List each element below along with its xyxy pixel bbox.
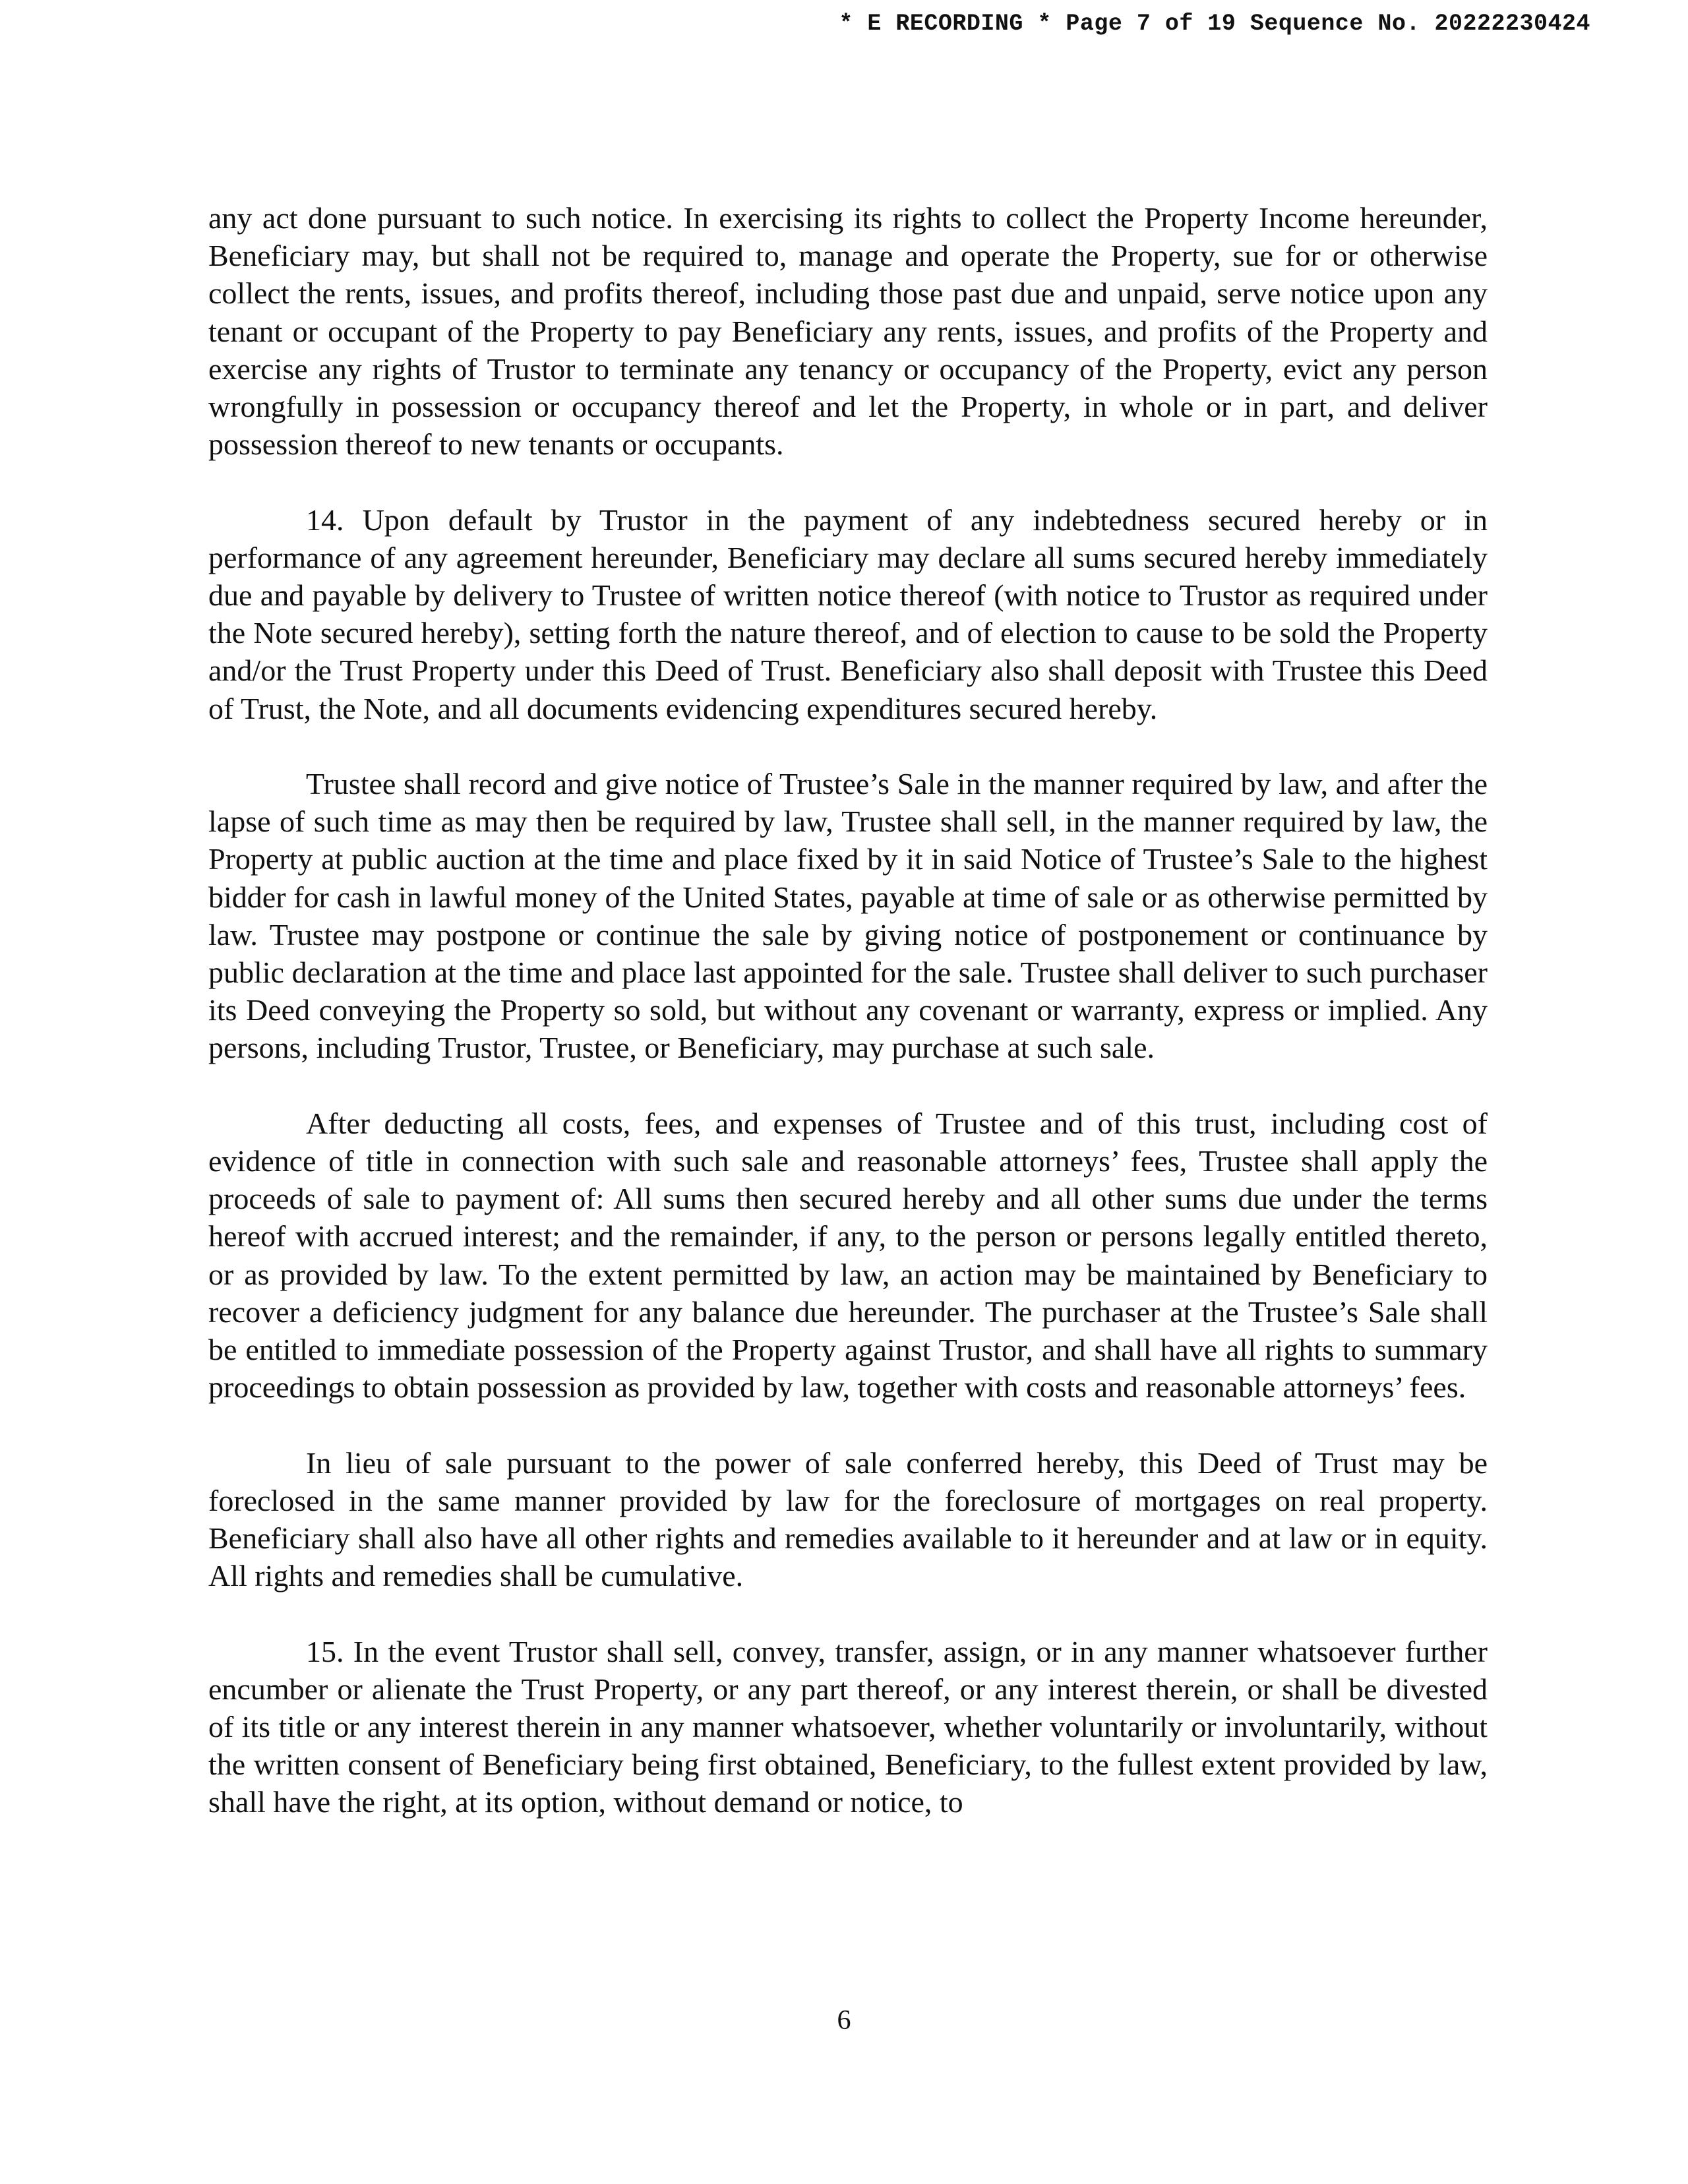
paragraph-proceeds: After deducting all costs, fees, and expenses of Trustee and of this trust, including cost of evidence of title in connection with such sale and reasonable attorneys’ fees, Trustee shall apply the proceeds of sale to payment of: All sums then secured hereby and all other sums due under the terms hereof with accrued interest; and the remainder, if any, to the person or persons legally entitled thereto, or as provided by law. To the extent permitted by law, an action may be maintained by Beneficiary to recover a deficiency judgment for any balance due hereunder. The purchaser at the Trustee’s Sale shall be entitled to immediate possession of the Property against Trustor, and shall have all rights to summary proceedings to obtain possession as provided by law, together with costs and reasonable attorneys’ fees. (208, 1106, 1488, 1405)
page-number: 6 (837, 2005, 851, 2036)
document-body (208, 199, 1488, 1859)
paragraph-trustee-sale: Trustee shall record and give notice of Trustee’s Sale in the manner required by law, and after the lapse of such time as may then be required by law, Trustee shall sell, in the manner required by law, the Property at public auction at the time and place fixed by it in said Notice of Trustee’s Sale to the highest bidder for cash in lawful money of the United States, payable at time of sale or as otherwise permitted by law. Trustee may postpone or continue the sale by giving notice of postponement or continuance by public declaration at the time and place last appointed for the sale. Trustee shall deliver to such purchaser its Deed conveying the Property so sold, but without any covenant or warranty, express or implied. Any persons, including Trustor, Trustee, or Beneficiary, may purchase at such sale. (208, 767, 1488, 1065)
paragraph-foreclosure: In lieu of sale pursuant to the power of sale conferred hereby, this Deed of Trust may be foreclosed in the same manner provided by law for the foreclosure of mortgages on real property. Beneficiary shall also have all other rights and remedies available to it hereunder and at law or in equity. All rights and remedies shall be cumulative. (208, 1445, 1488, 1593)
paragraph-continuation: any act done pursuant to such notice. In exercising its rights to collect the Property Income hereunder, Beneficiary may, but shall not be required to, manage and operate the Property, sue for or otherwise collect the rents, issues, and profits thereof, including those past due and unpaid, serve notice upon any tenant or occupant of the Property to pay Beneficiary any rents, issues, and profits of the Property and exercise any rights of Trustor to terminate any tenancy or occupancy of the Property, evict any person wrongfully in possession or occupancy thereof and let the Property, in whole or in part, and deliver possession thereof to new tenants or occupants. (208, 201, 1488, 462)
paragraph-section-15: 15. In the event Trustor shall sell, convey, transfer, assign, or in any manner whatsoever further encumber or alienate the Trust Property, or any part thereof, or any interest therein, or shall be divested of its title or any interest therein in any manner whatsoever, whether voluntarily or involuntarily, without the written consent of Beneficiary being first obtained, Beneficiary, to the fullest extent provided by law, shall have the right, at its option, without demand or notice, to (208, 1634, 1488, 1819)
paragraph-section-14: 14. Upon default by Trustor in the payment of any indebtedness secured hereby or in performance of any agreement hereunder, Beneficiary may declare all sums secured hereby immediately due and payable by delivery to Trustee of written notice thereof (with notice to Trustor as required under the Note secured hereby), setting forth the nature thereof, and of election to cause to be sold the Property and/or the Trust Property under this Deed of Trust. Beneficiary also shall deposit with Trustee this Deed of Trust, the Note, and all documents evidencing expenditures secured hereby. (208, 502, 1488, 725)
recording-header: * E RECORDING * Page 7 of 19 Sequence No. 20222230424 (839, 11, 1590, 37)
